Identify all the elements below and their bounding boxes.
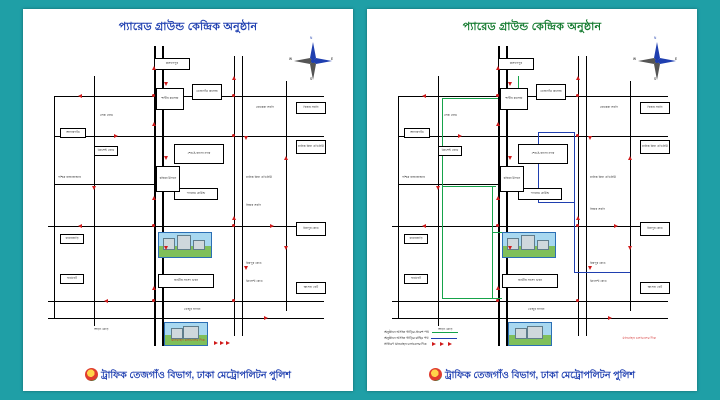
- direction-arrow: [422, 224, 426, 228]
- sangsad-bhaban-photo: [508, 322, 552, 346]
- road-label-arong-mor: আড়ং মোড়: [94, 327, 109, 331]
- direction-arrow: [152, 196, 156, 200]
- block-crescent-road: ক্রিসেন্ট রোড: [438, 146, 462, 156]
- poster-left-bottom-note: যানবাহন চলাচলের দিক: [171, 338, 205, 342]
- entry-route-green: [492, 186, 493, 298]
- road-label-khejur-bagan: খেজুর বাগান: [528, 307, 545, 311]
- intersection-dot: [232, 94, 235, 97]
- road-label-manik-mia: মানিক মিয়া এভিনিউ: [246, 175, 273, 179]
- direction-arrow: [422, 94, 426, 98]
- block-asad-gate: আসাদ গেট: [640, 282, 670, 294]
- legend-green-swatch: [432, 332, 458, 333]
- dmp-logo-icon: [429, 368, 442, 381]
- block-kollyanpur: কল্যাণপুর: [498, 58, 534, 70]
- compass-rose: [290, 38, 336, 84]
- entry-route-green: [442, 298, 502, 299]
- direction-arrow: [232, 216, 236, 220]
- direction-arrow: [284, 246, 288, 250]
- direction-arrow: [496, 122, 500, 126]
- block-mirpur-road: মিরপুর রোড: [296, 222, 326, 236]
- intersection-dot: [496, 299, 499, 302]
- road-label-manik-mia: মানিক মিয়া এভিনিউ: [590, 175, 617, 179]
- direction-arrow: [608, 316, 612, 320]
- block-mirpur-road: মিরপুর রোড: [640, 222, 670, 236]
- poster-right-title: প্যারেড গ্রাউন্ড কেন্দ্রিক অনুষ্ঠান: [462, 21, 602, 33]
- road-vertical-west: [94, 76, 95, 326]
- legend-green-label: অনুষ্ঠানে আগত গাড়ির প্রবেশ পথ: [384, 329, 429, 334]
- intersection-dot: [152, 299, 155, 302]
- direction-arrow: [78, 94, 82, 98]
- intersection-dot: [232, 224, 235, 227]
- compass-n: N: [310, 36, 313, 40]
- road-horizontal-mid: [392, 226, 668, 227]
- road-label-west-rajabazar: পশ্চিম রাজাবাজার: [58, 175, 81, 179]
- block-tejgaon-college: তেজগাঁও কলেজ: [192, 84, 222, 100]
- block-asad-gate: আসাদ গেট: [296, 282, 326, 294]
- block-shaheen-college: শাহীন কলেজ: [500, 88, 528, 110]
- block-kollyanpur: কল্যাণপুর: [154, 58, 190, 70]
- block-agargaon: আগারগাঁও: [60, 128, 86, 138]
- block-sher-e-bangla-nagar: শের-ই-বাংলা নগর: [518, 144, 568, 164]
- direction-arrow: [164, 246, 168, 250]
- exit-route-blue: [538, 132, 574, 133]
- parade-ground-photo: [502, 232, 556, 258]
- road-vertical-east-2: [586, 56, 587, 336]
- direction-arrow: [588, 136, 592, 140]
- intersection-dot: [576, 94, 579, 97]
- block-parade-ground: প্যারেড গ্রাউন্ড: [518, 188, 562, 200]
- road-vertical-far-east: [286, 81, 287, 311]
- block-agargaon: আগারগাঁও: [404, 128, 430, 138]
- direction-arrow: [244, 266, 248, 270]
- direction-arrow: [152, 286, 156, 290]
- poster-right-footer-text: ট্রাফিক তেজগাঁও বিভাগ, ঢাকা মেট্রোপলিটন পুলিশ: [444, 370, 636, 381]
- direction-arrow: [264, 316, 268, 320]
- road-label-west-rajabazar: পশ্চিম রাজাবাজার: [402, 175, 425, 179]
- block-crescent-road: ক্রিসেন্ট রোড: [94, 146, 118, 156]
- compass-rose: [634, 38, 680, 84]
- road-vertical-far-west: [54, 96, 55, 318]
- road-horizontal-west-branch: [54, 184, 154, 185]
- legend-blue-swatch: [431, 338, 457, 339]
- direction-arrow: [628, 246, 632, 250]
- direction-arrow: [436, 186, 440, 190]
- block-shaheen-college: শাহীন কলেজ: [156, 88, 184, 110]
- poster-right: [367, 9, 697, 391]
- direction-arrow: [164, 156, 168, 160]
- road-label-bijoy-sarani: বিজয় সরণি: [246, 203, 261, 207]
- block-sher-e-bangla-nagar: শের-ই-বাংলা নগর: [174, 144, 224, 164]
- direction-arrow: [92, 186, 96, 190]
- road-horizontal-south-2: [48, 318, 324, 319]
- compass-e: E: [331, 57, 334, 61]
- block-manik-mia-avenue: মানিক মিয়া এভিনিউ: [296, 140, 326, 154]
- direction-arrow: [508, 246, 512, 250]
- road-vertical-west: [438, 76, 439, 326]
- legend-row-blue: [384, 336, 458, 341]
- poster-right-bottom-note: যানবাহন চলাচলের দিক: [622, 336, 656, 340]
- direction-arrow: [496, 66, 500, 70]
- road-horizontal-mid-north: [398, 136, 668, 137]
- bottom-note-arrows: [214, 341, 230, 345]
- direction-arrow: [232, 76, 236, 80]
- direction-arrow: [270, 224, 274, 228]
- road-label-arong-mor: আড়ং মোড়: [438, 327, 453, 331]
- block-farmgate: ফার্মগেট: [60, 274, 84, 284]
- intersection-dot: [232, 134, 235, 137]
- road-vertical-east: [578, 56, 579, 336]
- direction-arrow: [78, 224, 82, 228]
- block-parade-ground: প্যারেড গ্রাউন্ড: [174, 188, 218, 200]
- direction-arrow: [152, 122, 156, 126]
- road-horizontal-south: [392, 301, 668, 302]
- block-bijoy-sarani: বিজয় সরণি: [640, 102, 670, 114]
- direction-arrow: [244, 136, 248, 140]
- block-tejgaon-college: তেজগাঁও কলেজ: [536, 84, 566, 100]
- direction-arrow: [458, 134, 462, 138]
- block-sangsad-bhaban: জাতীয় সংসদ ভবন: [502, 274, 558, 288]
- compass-w: W: [633, 57, 637, 61]
- direction-arrow: [588, 266, 592, 270]
- road-vertical-far-west: [398, 96, 399, 318]
- road-horizontal-north: [54, 96, 324, 97]
- direction-arrow: [508, 82, 512, 86]
- road-label-rokeya-sarani: রোকেয়া সরণি: [600, 105, 618, 109]
- intersection-dot: [152, 94, 155, 97]
- road-label-lake-road: লেক রোড: [444, 113, 458, 117]
- legend-red-label: সাধারণ যানবাহন চলাচলের দিক: [384, 341, 427, 346]
- direction-arrow: [104, 299, 108, 303]
- road-label-lake-road: লেক রোড: [100, 113, 114, 117]
- block-farmgate: ফার্মগেট: [404, 274, 428, 284]
- direction-arrow: [496, 196, 500, 200]
- road-label-crescent-road: ক্রিসেন্ট রোড: [246, 279, 263, 283]
- intersection-dot: [152, 224, 155, 227]
- exit-route-blue: [574, 272, 630, 273]
- road-vertical-east: [234, 56, 235, 336]
- entry-route-green: [442, 186, 496, 187]
- intersection-dot: [576, 224, 579, 227]
- direction-arrow: [576, 76, 580, 80]
- poster-left-title: প্যারেড গ্রাউন্ড কেন্দ্রিক অনুষ্ঠান: [118, 21, 258, 33]
- road-label-crescent-road: ক্রিসেন্ট রোড: [590, 279, 607, 283]
- road-horizontal-south-2: [392, 318, 668, 319]
- direction-arrow: [496, 286, 500, 290]
- road-horizontal-north: [398, 96, 668, 97]
- intersection-dot: [496, 224, 499, 227]
- poster-left-footer: [24, 368, 352, 384]
- block-khamarbari: খামারবাড়ি: [404, 234, 428, 244]
- intersection-dot: [496, 94, 499, 97]
- direction-arrow: [576, 216, 580, 220]
- dmp-logo-icon: [85, 368, 98, 381]
- road-label-mirpur-road: মিরপুর রোড: [246, 261, 262, 265]
- compass-e: E: [675, 57, 678, 61]
- poster-left-footer-text: ট্রাফিক তেজগাঁও বিভাগ, ঢাকা মেট্রোপলিটন পুলিশ: [100, 370, 292, 381]
- direction-arrow: [164, 82, 168, 86]
- entry-route-green: [442, 98, 498, 99]
- road-vertical-far-east: [630, 81, 631, 311]
- poster-left-map: [34, 36, 342, 350]
- block-manik-mia-avenue: মানিক মিয়া এভিনিউ: [640, 140, 670, 154]
- direction-arrow: [152, 66, 156, 70]
- direction-arrow: [114, 134, 118, 138]
- block-chandrima-udyan: চন্দ্রিমা উদ্যান: [500, 166, 524, 192]
- intersection-dot: [576, 134, 579, 137]
- legend-row-red: [384, 342, 458, 347]
- poster-right-map: [378, 36, 686, 350]
- direction-arrow: [284, 156, 288, 160]
- poster-right-footer: [368, 368, 696, 384]
- intersection-dot: [576, 299, 579, 302]
- direction-arrow: [614, 224, 618, 228]
- road-label-mirpur-road: মিরপুর রোড: [590, 261, 606, 265]
- entry-route-green: [442, 98, 443, 298]
- road-horizontal-south: [48, 301, 324, 302]
- parade-ground-photo: [158, 232, 212, 258]
- compass-w: W: [289, 57, 293, 61]
- intersection-dot: [232, 299, 235, 302]
- compass-s: S: [654, 77, 657, 81]
- road-horizontal-west-branch: [398, 184, 498, 185]
- exit-route-blue: [538, 202, 574, 203]
- road-label-khejur-bagan: খেজুর বাগান: [184, 307, 201, 311]
- compass-s: S: [310, 77, 313, 81]
- road-label-rokeya-sarani: রোকেয়া সরণি: [256, 105, 274, 109]
- block-chandrima-udyan: চন্দ্রিমা উদ্যান: [156, 166, 180, 192]
- compass-n: N: [654, 36, 657, 40]
- block-khamarbari: খামারবাড়ি: [60, 234, 84, 244]
- direction-arrow: [628, 156, 632, 160]
- exit-route-blue: [574, 132, 575, 272]
- road-label-bijoy-sarani: বিজয় সরণি: [590, 207, 605, 211]
- road-horizontal-mid: [48, 226, 324, 227]
- block-bijoy-sarani: বিজয় সরণি: [296, 102, 326, 114]
- road-vertical-east-2: [242, 56, 243, 336]
- road-horizontal-mid-north: [54, 136, 324, 137]
- direction-arrow: [508, 156, 512, 160]
- poster-left: [23, 9, 353, 391]
- block-sangsad-bhaban: জাতীয় সংসদ ভবন: [158, 274, 214, 288]
- legend-blue-label: অনুষ্ঠানে আগত গাড়ির বাহির পথ: [384, 335, 429, 340]
